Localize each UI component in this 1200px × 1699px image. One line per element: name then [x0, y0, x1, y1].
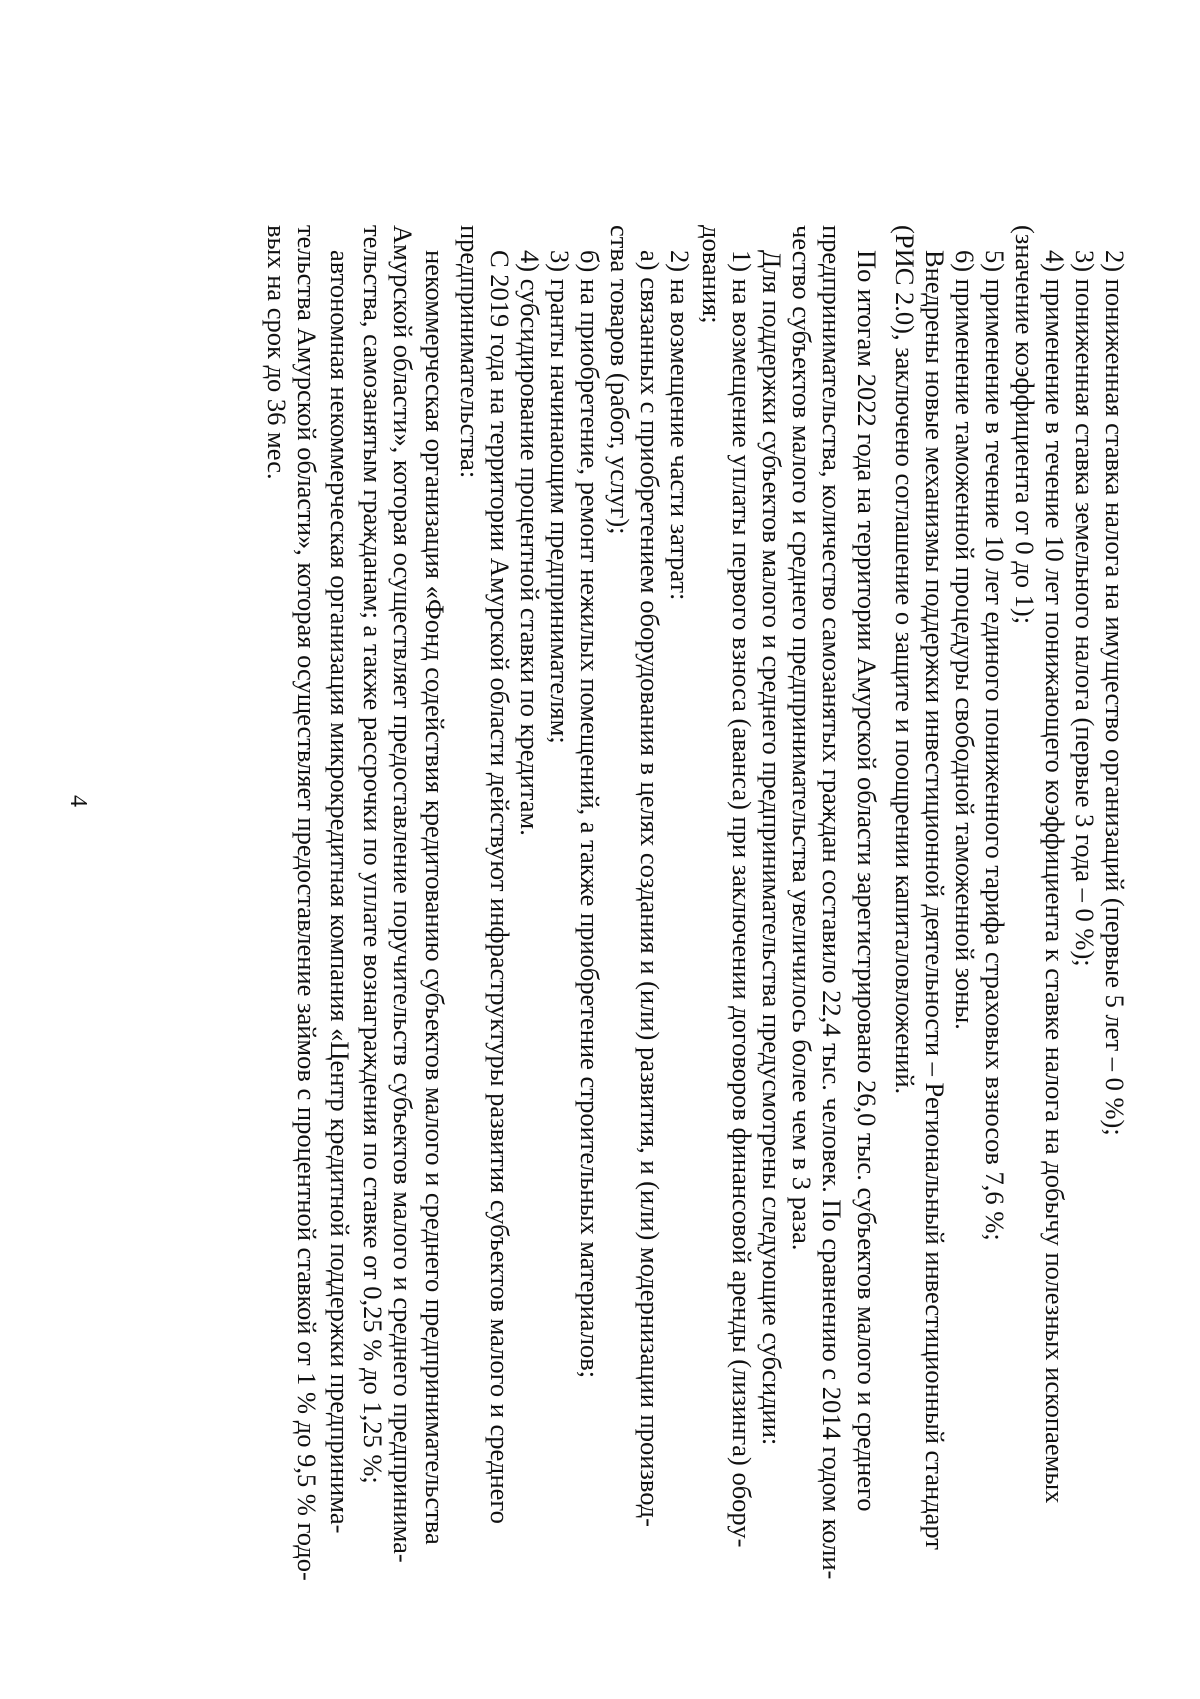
- text-line: 4) субсидирование процентной ставки по кредитам.: [515, 250, 545, 836]
- page-number: 4: [65, 795, 91, 807]
- text-line: 3) гранты начинающим предпринимателям;: [545, 250, 575, 744]
- text-line: тельства, самозанятым гражданам; а также рассрочки по уплате вознаграждения по ставке от 0,25 % до 1,25 %;: [358, 225, 388, 1484]
- text-line: По итогам 2022 года на территории Амурской области зарегистрировано 26,0 тыс. субъектов малого и среднего: [852, 250, 882, 1512]
- text-line: Внедрены новые механизмы поддержки инвестиционной деятельности – Региональный инвестиционный стандарт: [920, 250, 950, 1550]
- text-line: а) связанных с приобретением оборудования в целях создания и (или) развития, и (или) модернизации производ-: [635, 250, 665, 1527]
- text-line: (значение коэффициента от 0 до 1);: [1010, 225, 1040, 625]
- text-line: С 2019 года на территории Амурской области действуют инфраструктуры развития субъектов малого и среднего: [485, 250, 515, 1524]
- text-line: (РИС 2.0), заключено соглашение о защите и поощрении капиталовложений.: [890, 225, 920, 1095]
- text-line: чество субъектов малого и среднего предпринимательства увеличилось более чем в 3 раза.: [787, 225, 817, 1251]
- text-line: 1) на возмещение уплаты первого взноса (аванса) при заключении договоров финансовой аренды (лизинга) обору-: [727, 250, 757, 1548]
- document-body: [190, 225, 1130, 1645]
- text-line: 5) применение в течение 10 лет единого пониженного тарифа страховых взносов 7,6 %;: [980, 250, 1010, 1241]
- text-line: дования;: [697, 225, 727, 324]
- text-line: 3) пониженная ставка земельного налога (первые 3 года – 0 %);: [1070, 250, 1100, 967]
- text-line: тельства Амурской области», которая осуществляет предоставление займов с процентной ставкой от 1 % до 9,5 % годо-: [292, 225, 322, 1581]
- text-line: предпринимательства, количество самозанятых граждан составило 22,4 тыс. человек. По сравнению с 2014 годом коли-: [817, 225, 847, 1580]
- text-line: 4) применение в течение 10 лет понижающего коэффициента к ставке налога на добычу полезных ископаемых: [1040, 250, 1070, 1504]
- text-line: некоммерческая организация «Фонд содействия кредитованию субъектов малого и среднего предпринимательства: [420, 250, 450, 1545]
- text-line: предпринимательства:: [455, 225, 485, 479]
- text-line: 6) применение таможенной процедуры свободной таможенной зоны.: [950, 250, 980, 1030]
- text-line: вых на срок до 36 мес.: [262, 225, 292, 480]
- text-line: б) на приобретение, ремонт нежилых помещений, а также приобретение строительных материалов;: [575, 250, 605, 1379]
- text-line: ства товаров (работ, услуг);: [605, 225, 635, 535]
- text-line: 2) пониженная ставка налога на имущество организаций (первые 5 лет – 0 %);: [1100, 250, 1130, 1136]
- text-line: автономная некоммерческая организация микрокредитная компания «Центр кредитной поддержки предпринима-: [325, 250, 355, 1534]
- text-line: 2) на возмещение части затрат:: [665, 250, 695, 601]
- text-line: Для поддержки субъектов малого и среднего предпринимательства предусмотрены следующие субсидии:: [757, 250, 787, 1446]
- text-line: Амурской области», которая осуществляет предоставление поручительств субъектов малого и среднего предпринима-: [388, 225, 418, 1563]
